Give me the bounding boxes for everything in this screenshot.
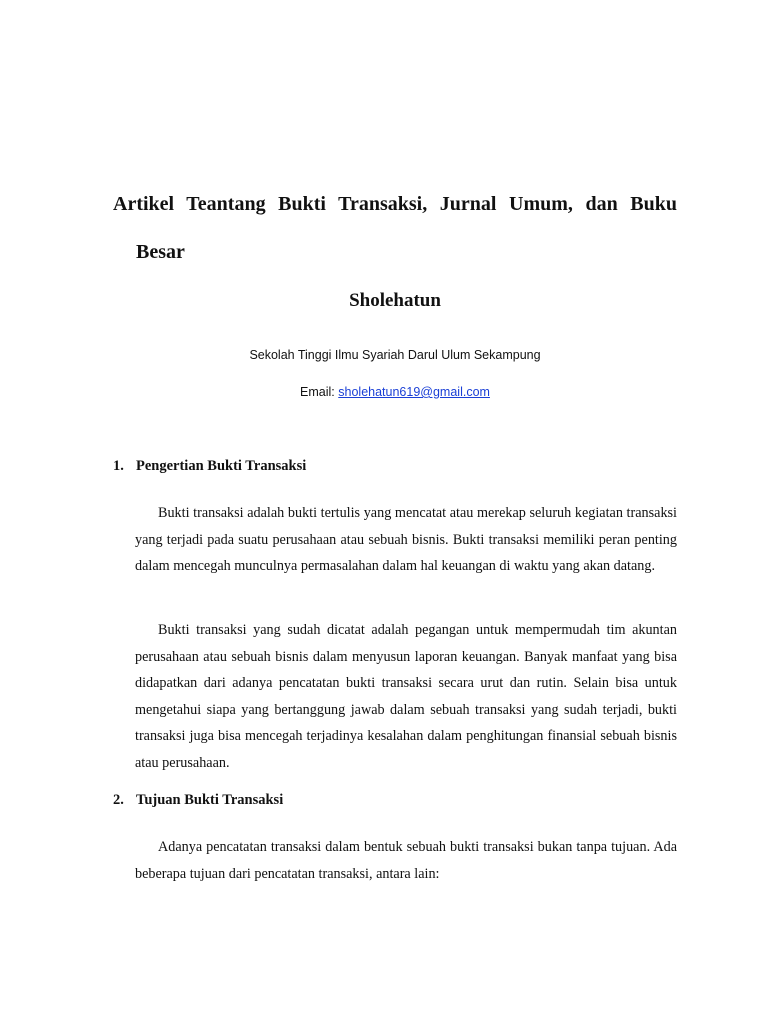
section-heading-2 — [113, 792, 283, 809]
section-number-2: 2. — [113, 792, 124, 808]
author-affiliation: Sekolah Tinggi Ilmu Syariah Darul Ulum Sekampung — [249, 348, 541, 362]
section-heading-1 — [113, 458, 306, 475]
author-email — [0, 385, 768, 399]
section-title-1: Pengertian Bukti Transaksi — [136, 458, 307, 474]
section-number-1: 1. — [113, 458, 124, 474]
section-1-paragraph-2: Bukti transaksi yang sudah dicatat adalah pegangan untuk mempermudah tim akuntan perusahaan atau sebuah bisnis dalam menyusun laporan keuangan. Banyak manfaat yang bisa didapatkan dari adanya pencatatan bukti transaksi secara urut dan rutin. Selain bisa untuk mengetahui siapa yang bertanggung jawab dalam sebuah transaksi yang sudah terjadi, bukti transaksi juga bisa mencegah terjadinya kesalahan dalam penghitungan finansial sebuah bisnis atau perusahaan. — [135, 622, 677, 771]
section-1-paragraph-1: Bukti transaksi adalah bukti tertulis yang mencatat atau merekap seluruh kegiatan transaksi yang terjadi pada suatu perusahaan atau sebuah bisnis. Bukti transaksi memiliki peran penting dalam mencegah munculnya permasalahan dalam hal keuangan di waktu yang akan datang. — [135, 505, 677, 575]
article-title-line-1: Artikel Teantang Bukti Transaksi, Jurnal Umum, dan Buku — [113, 193, 677, 215]
article-title-line-2: Besar — [136, 241, 185, 263]
email-label: Email: — [300, 385, 335, 399]
section-2-paragraph-1: Adanya pencatatan transaksi dalam bentuk sebuah bukti transaksi bukan tanpa tujuan. Ada beberapa tujuan dari pencatatan transaksi, antara lain: — [135, 839, 677, 882]
author-name: Sholehatun — [349, 290, 441, 311]
email-link[interactable]: sholehatun619@gmail.com — [338, 385, 490, 399]
section-title-2: Tujuan Bukti Transaksi — [136, 792, 284, 808]
article-title — [113, 180, 677, 276]
